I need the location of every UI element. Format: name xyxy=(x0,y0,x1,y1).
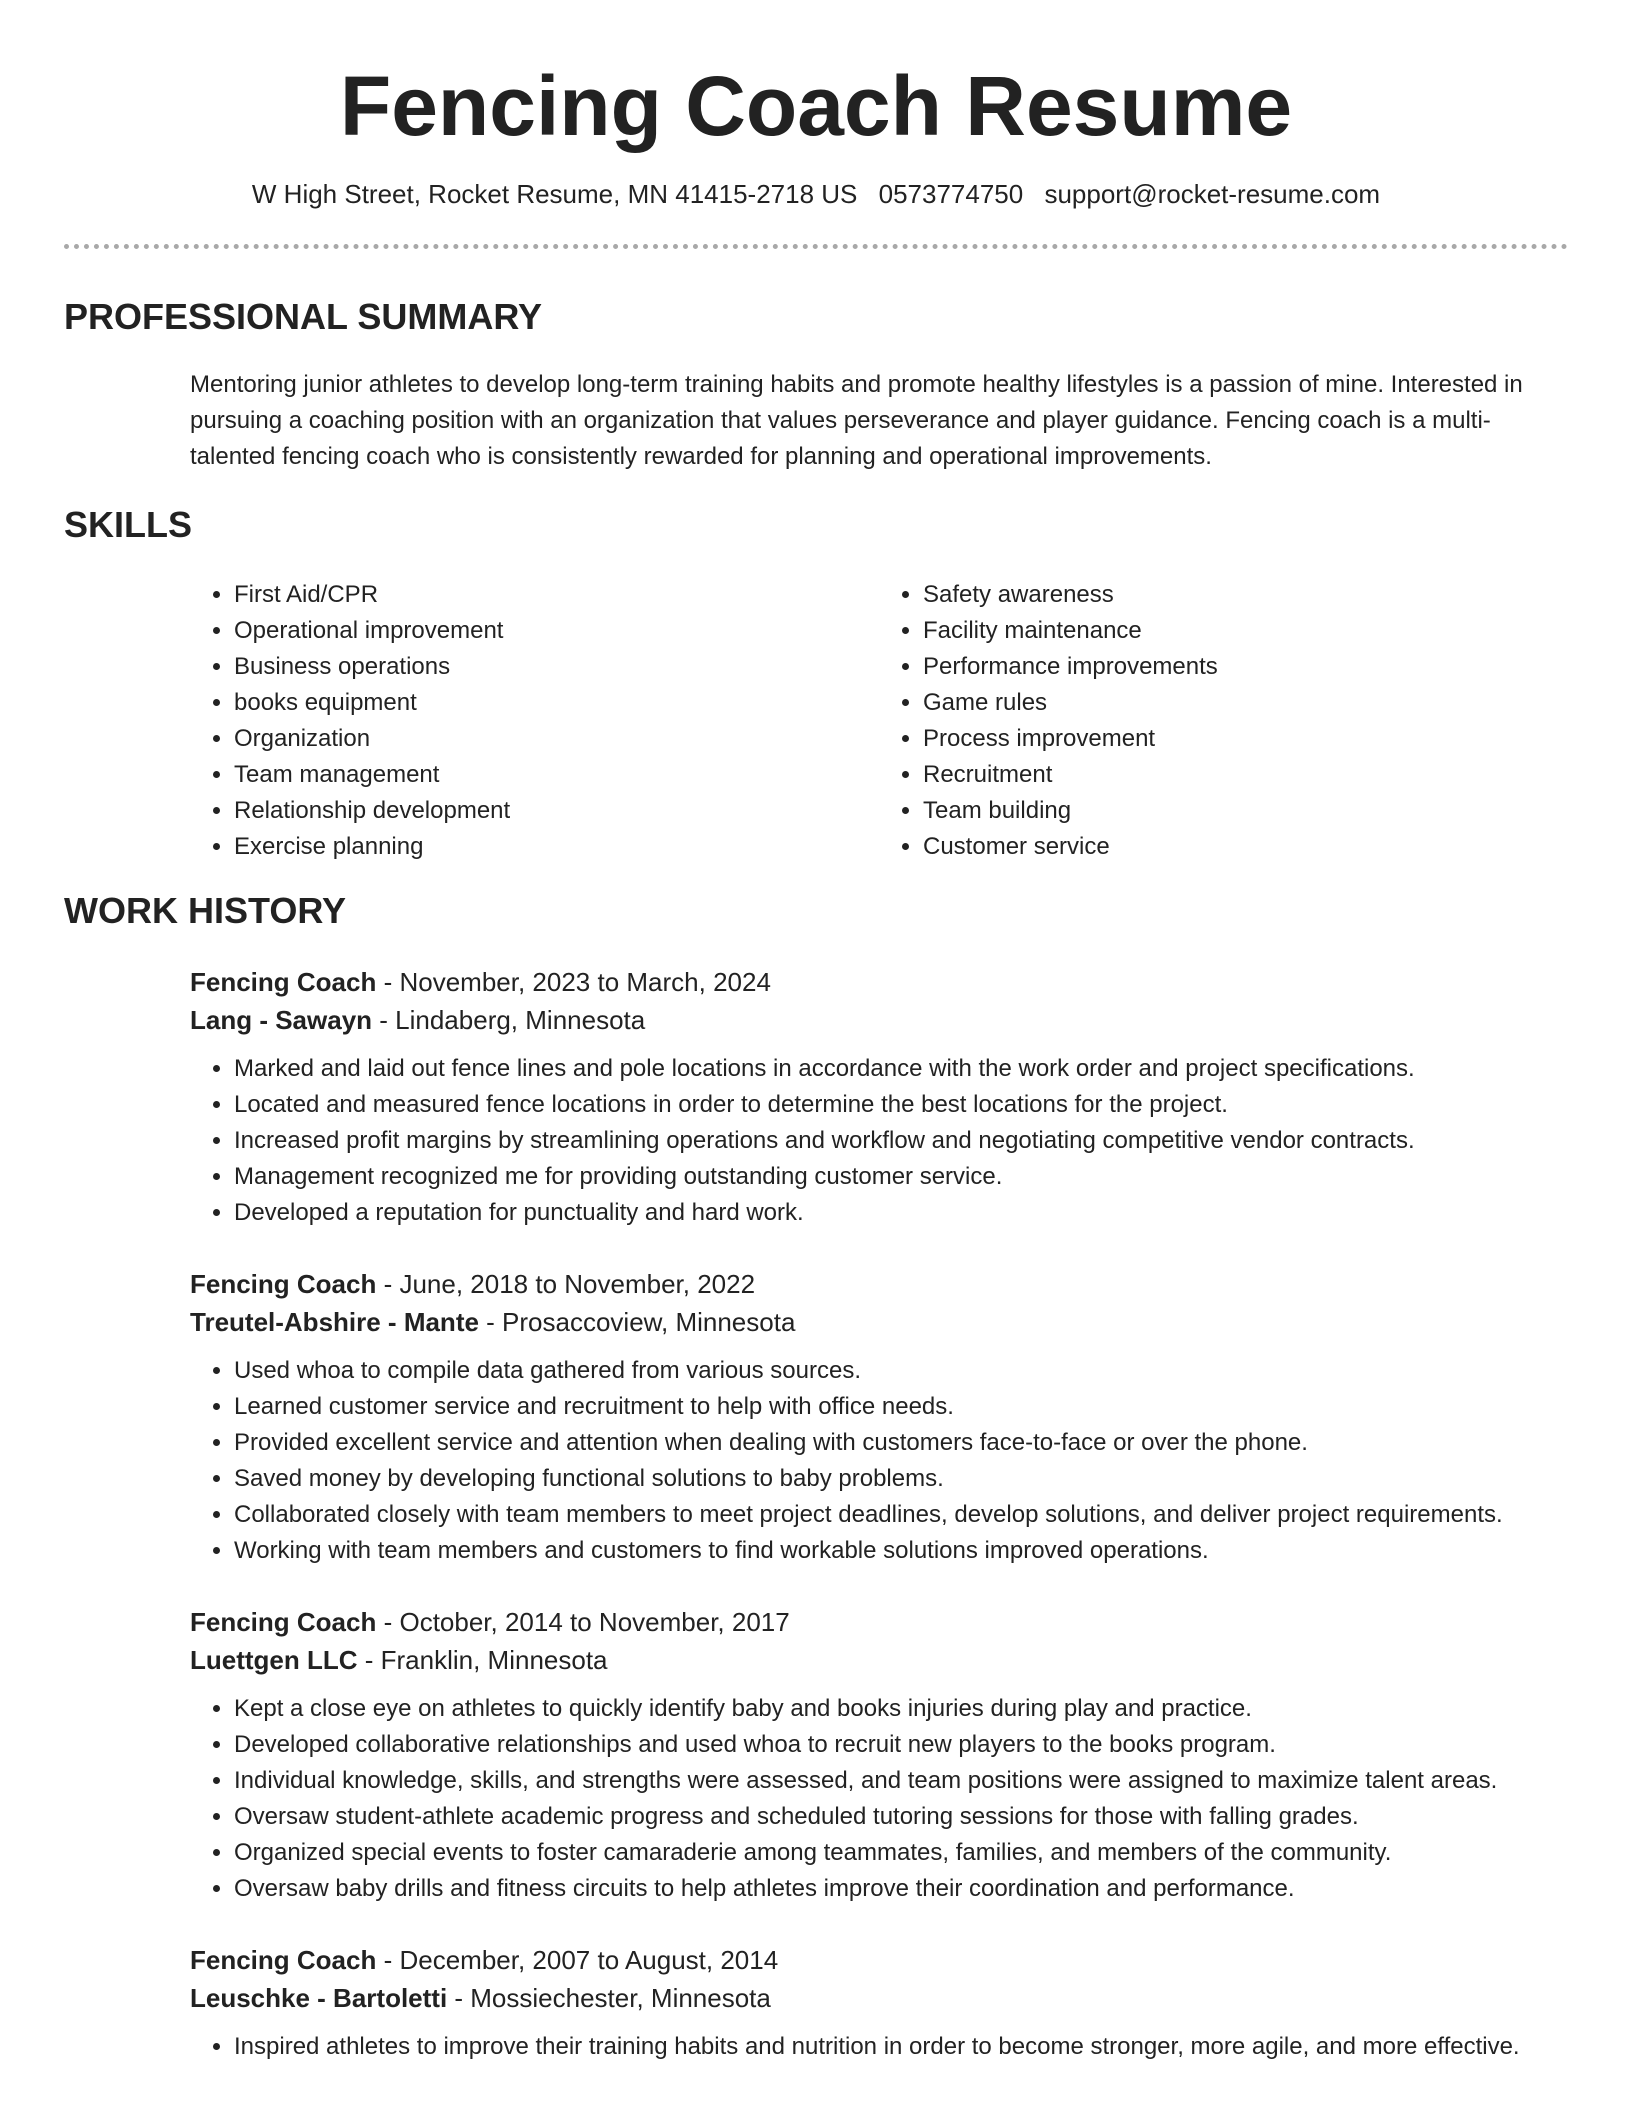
skill-item: • Business operations xyxy=(234,649,879,685)
job-bullets xyxy=(190,1353,1568,1569)
skill-item: • Customer service xyxy=(923,829,1568,865)
job-location: - Prosaccoview, Minnesota xyxy=(478,1307,796,1337)
contact-email: support@rocket-resume.com xyxy=(1044,179,1381,209)
skill-item: • Recruitment xyxy=(923,757,1568,793)
job-location: - Mossiechester, Minnesota xyxy=(447,1983,771,2013)
job-dates: - November, 2023 to March, 2024 xyxy=(376,967,771,997)
job-bullet: • Inspired athletes to improve their training habits and nutrition in order to become stronger, more agile, and more effective. xyxy=(234,2029,1568,2065)
job-title-line xyxy=(190,963,1568,1001)
job-role: Fencing Coach xyxy=(190,967,377,997)
resume-title: Fencing Coach Resume xyxy=(339,59,1293,153)
contact-address: W High Street, Rocket Resume, MN 41415-2718 US xyxy=(251,179,858,209)
skill-item: • Facility maintenance xyxy=(923,613,1568,649)
job-role: Fencing Coach xyxy=(190,1945,377,1975)
job-bullet: • Working with team members and customers to find workable solutions improved operations. xyxy=(234,1533,1568,1569)
job-title-line xyxy=(190,1941,1568,1979)
job-bullets xyxy=(190,1691,1568,1907)
skill-item: • Team management xyxy=(234,757,879,793)
skill-item: • Organization xyxy=(234,721,879,757)
job-dates: - December, 2007 to August, 2014 xyxy=(376,1945,779,1975)
job-company-line xyxy=(190,1641,1568,1679)
skill-item: • Game rules xyxy=(923,685,1568,721)
job-bullet: • Kept a close eye on athletes to quickly identify baby and books injuries during play and practice. xyxy=(234,1691,1568,1727)
job-dates: - October, 2014 to November, 2017 xyxy=(376,1607,790,1637)
contact-info xyxy=(64,178,1568,210)
job-entry xyxy=(190,963,1568,1231)
job-bullet: • Oversaw baby drills and fitness circuits to help athletes improve their coordination and performance. xyxy=(234,1871,1568,1907)
job-company-line xyxy=(190,1001,1568,1039)
job-bullet: • Oversaw student-athlete academic progress and scheduled tutoring sessions for those with falling grades. xyxy=(234,1799,1568,1835)
skill-item: • Relationship development xyxy=(234,793,879,829)
job-bullet: • Developed a reputation for punctuality and hard work. xyxy=(234,1195,1568,1231)
job-title-line xyxy=(190,1265,1568,1303)
resume-page xyxy=(64,0,1568,2065)
skill-item: • books equipment xyxy=(234,685,879,721)
job-location: - Lindaberg, Minnesota xyxy=(372,1005,646,1035)
summary-text: Mentoring junior athletes to develop long-term training habits and promote healthy lifestyles is a passion of mine. Interested in pursuing a coaching position with an organization that values perseverance and player guidance. Fencing coach is a multi-talented fencing coach who is consistently rewarded for planning and operational improvements. xyxy=(190,371,1523,470)
job-entry xyxy=(190,1603,1568,1907)
skill-item: • Team building xyxy=(923,793,1568,829)
job-bullet: • Used whoa to compile data gathered from various sources. xyxy=(234,1353,1568,1389)
job-company: Luettgen LLC xyxy=(190,1645,358,1675)
job-bullet: • Organized special events to foster camaraderie among teammates, families, and members of the community. xyxy=(234,1835,1568,1871)
section-title-skills: SKILLS xyxy=(64,504,193,545)
skill-item: • Exercise planning xyxy=(234,829,879,865)
contact-phone: 0573774750 xyxy=(878,179,1024,209)
job-entry xyxy=(190,1265,1568,1569)
job-company: Lang - Sawayn xyxy=(190,1005,373,1035)
job-bullet: • Saved money by developing functional solutions to baby problems. xyxy=(234,1461,1568,1497)
header-divider xyxy=(64,244,1568,249)
job-bullet: • Individual knowledge, skills, and strengths were assessed, and team positions were assigned to maximize talent areas. xyxy=(234,1763,1568,1799)
job-bullet: • Management recognized me for providing outstanding customer service. xyxy=(234,1159,1568,1195)
job-company-line xyxy=(190,1979,1568,2017)
job-bullet: • Located and measured fence locations in order to determine the best locations for the project. xyxy=(234,1087,1568,1123)
skill-item: • Operational improvement xyxy=(234,613,879,649)
job-company: Leuschke - Bartoletti xyxy=(190,1983,448,2013)
job-role: Fencing Coach xyxy=(190,1269,377,1299)
job-bullet: • Learned customer service and recruitment to help with office needs. xyxy=(234,1389,1568,1425)
job-bullet: • Developed collaborative relationships and used whoa to recruit new players to the books program. xyxy=(234,1727,1568,1763)
job-entry xyxy=(190,1941,1568,2065)
section-title-summary: PROFESSIONAL SUMMARY xyxy=(64,296,543,337)
job-role: Fencing Coach xyxy=(190,1607,377,1637)
skill-item: • First Aid/CPR xyxy=(234,577,879,613)
skill-item: • Safety awareness xyxy=(923,577,1568,613)
job-bullet: • Collaborated closely with team members to meet project deadlines, develop solutions, and deliver project requirements. xyxy=(234,1497,1568,1533)
skills-column-left xyxy=(190,577,879,865)
job-company-line xyxy=(190,1303,1568,1341)
job-company: Treutel-Abshire - Mante xyxy=(190,1307,479,1337)
section-title-work-history: WORK HISTORY xyxy=(64,890,347,931)
job-bullets xyxy=(190,1051,1568,1231)
skills-list xyxy=(190,577,1568,865)
job-location: - Franklin, Minnesota xyxy=(357,1645,608,1675)
job-bullets xyxy=(190,2029,1568,2065)
job-bullet: • Provided excellent service and attention when dealing with customers face-to-face or over the phone. xyxy=(234,1425,1568,1461)
skill-item: • Performance improvements xyxy=(923,649,1568,685)
skill-item: • Process improvement xyxy=(923,721,1568,757)
job-title-line xyxy=(190,1603,1568,1641)
job-bullet: • Increased profit margins by streamlining operations and workflow and negotiating competitive vendor contracts. xyxy=(234,1123,1568,1159)
job-dates: - June, 2018 to November, 2022 xyxy=(376,1269,756,1299)
job-bullet: • Marked and laid out fence lines and pole locations in accordance with the work order and project specifications. xyxy=(234,1051,1568,1087)
skills-column-right xyxy=(879,577,1568,865)
